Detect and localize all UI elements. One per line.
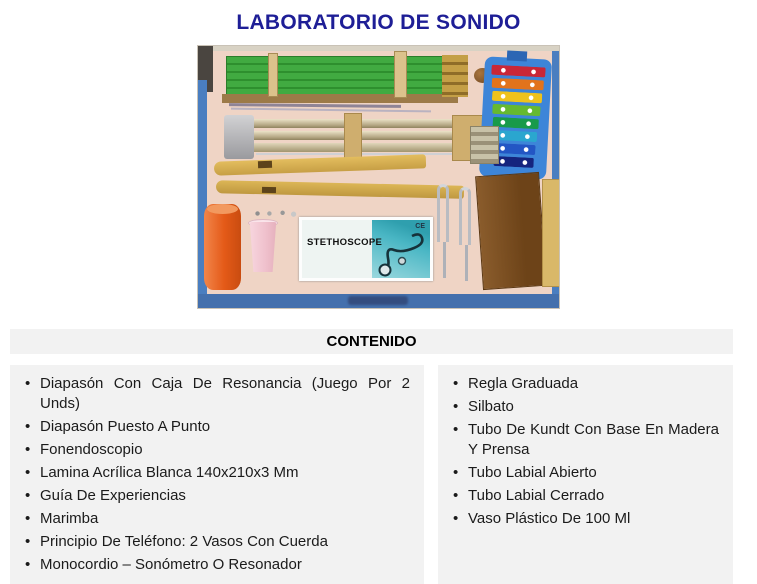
- list-item-label: Diapasón Puesto A Punto: [40, 418, 211, 435]
- contents-header-label: CONTENIDO: [326, 333, 417, 350]
- wooden-resonance-box: [475, 172, 547, 290]
- list-item-label: Tubo Labial Cerrado: [468, 487, 605, 504]
- small-parts: [254, 210, 298, 217]
- list-item-label: Fonendoscopio: [40, 441, 143, 458]
- labial-tube: [216, 180, 464, 199]
- list-item: [10, 463, 424, 483]
- stethoscope-label: STETHOSCOPE: [307, 237, 383, 248]
- contents-column-right: [438, 365, 733, 584]
- ce-mark: CE: [415, 223, 425, 230]
- plastic-cup: [248, 222, 278, 272]
- list-item: [10, 374, 424, 414]
- labial-tube-notch: [262, 187, 276, 193]
- list-item: [438, 374, 733, 394]
- list-item: [438, 420, 733, 460]
- list-item-label: Diapasón Con Caja De Resonancia (Juego Por 2 Unds): [40, 375, 410, 412]
- monochord-bridge: [394, 51, 407, 98]
- wooden-slat: [542, 179, 560, 287]
- list-item: [10, 509, 424, 529]
- list-item-label: Lamina Acrílica Blanca 140x210x3 Mm: [40, 464, 299, 481]
- tuning-fork: [459, 187, 471, 245]
- list-item-label: Tubo Labial Abierto: [468, 464, 597, 481]
- contents-columns: [10, 365, 733, 584]
- metal-clamp: [224, 115, 254, 159]
- list-item-label: Monocordio – Sonómetro O Resonador: [40, 556, 302, 573]
- tuning-fork: [437, 184, 449, 242]
- monochord-board: [226, 56, 456, 96]
- xylophone-bar-yellow: [491, 91, 541, 104]
- orange-cylinder: [204, 204, 241, 290]
- xylophone-bar-navy: [493, 156, 533, 168]
- contents-list-right: [438, 374, 733, 529]
- list-item: [10, 555, 424, 575]
- list-item: [10, 486, 424, 506]
- xylophone-bar-orange: [491, 78, 543, 91]
- list-item: [438, 509, 733, 529]
- metal-rod: [231, 108, 431, 113]
- list-item-label: Silbato: [468, 398, 514, 415]
- wood-clamp: [344, 113, 362, 163]
- list-item-label: Vaso Plástico De 100 Ml: [468, 510, 631, 527]
- photo-case-top-edge: [198, 46, 560, 51]
- tube-bundle: [226, 117, 481, 159]
- monochord-pegs: [442, 55, 468, 97]
- list-item-label: Principio De Teléfono: 2 Vasos Con Cuerda: [40, 533, 328, 550]
- metal-block: [470, 126, 499, 164]
- kit-photo: [197, 45, 560, 309]
- list-item: [10, 440, 424, 460]
- monochord-base: [222, 94, 458, 103]
- contents-list-left: [10, 374, 424, 575]
- monochord-bridge: [268, 53, 278, 97]
- list-item-label: Marimba: [40, 510, 99, 527]
- list-item: [438, 397, 733, 417]
- xylophone-bar-blue: [493, 143, 535, 155]
- orange-cylinder-lid: [207, 204, 238, 214]
- list-item-label: Guía De Experiencias: [40, 487, 186, 504]
- photo-watermark: [348, 296, 408, 305]
- list-item: [10, 532, 424, 552]
- labial-tube-notch: [258, 161, 272, 168]
- contents-column-left: [10, 365, 424, 584]
- xylophone-bar-lightgreen: [492, 104, 540, 116]
- xylophone-bar-red: [491, 65, 545, 78]
- xylophone-frame-tab: [507, 50, 527, 61]
- list-item: [438, 486, 733, 506]
- list-item: [438, 463, 733, 483]
- stethoscope-box: [299, 217, 433, 281]
- contents-header-bar: [10, 329, 733, 354]
- list-item: [10, 417, 424, 437]
- page-title: LABORATORIO DE SONIDO: [236, 11, 521, 34]
- list-item-label: Regla Graduada: [468, 375, 579, 392]
- list-item-label: Tubo De Kundt Con Base En Madera Y Prensa: [468, 421, 719, 458]
